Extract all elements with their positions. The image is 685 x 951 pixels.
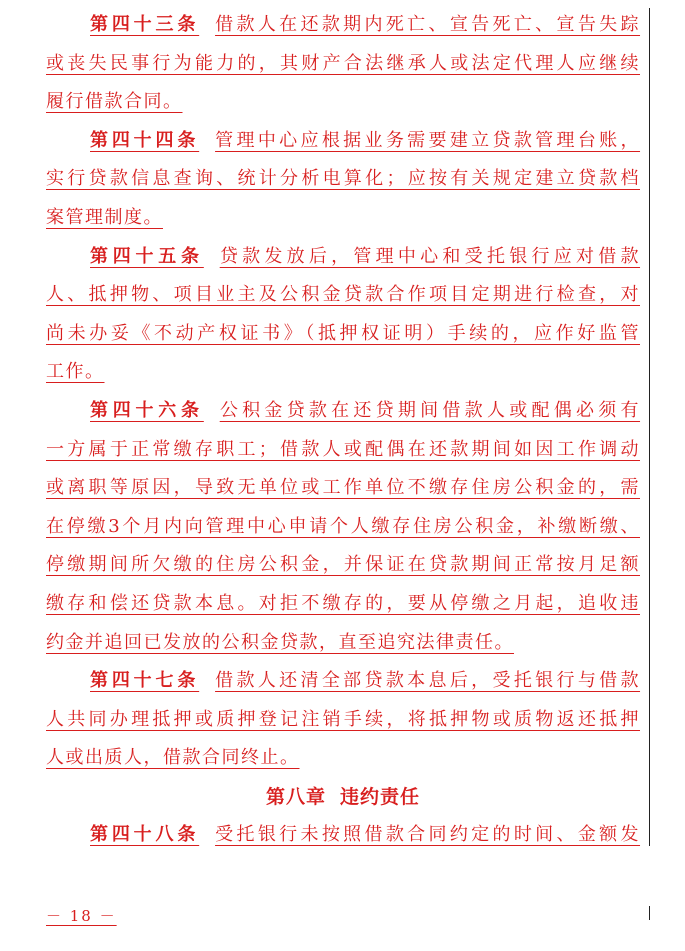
chapter-heading [46, 778, 640, 817]
document-body [46, 6, 640, 855]
article-first-line [46, 6, 640, 45]
article-text: 借款人在还款期内死亡、宣告死亡、宣告失踪 [215, 14, 641, 35]
article-line: 一方属于正常缴存职工；借款人或配偶在还款期间如因工作调动 [46, 438, 640, 460]
article-48 [46, 816, 640, 855]
chapter-number: 第八章 [265, 785, 326, 808]
article-line: 履行借款合同。 [46, 91, 183, 113]
article-47 [46, 662, 640, 778]
chapter-title: 违约责任 [340, 785, 421, 808]
article-number: 第四十六条 [90, 399, 204, 421]
article-text: 贷款发放后，管理中心和受托银行应对借款 [219, 245, 641, 267]
article-first-line [46, 662, 640, 701]
article-46 [46, 392, 640, 662]
article-line: 尚未办妥《不动产权证书》（抵押权证明）手续的，应作好监管 [46, 322, 640, 344]
article-line: 或丧失民事行为能力的，其财产合法继承人或法定代理人应继续 [46, 52, 640, 74]
article-line: 人、抵押物、项目业主及公积金贷款合作项目定期进行检查，对 [46, 284, 640, 306]
article-first-line [46, 238, 640, 277]
article-line: 约金并追回已发放的公积金贷款，直至追究法律责任。 [46, 631, 514, 653]
article-line: 工作。 [46, 361, 105, 383]
article-number: 第四十八条 [90, 824, 200, 846]
article-number: 第四十三条 [90, 14, 200, 35]
margin-rule-footer [649, 906, 650, 920]
article-first-line [46, 816, 640, 855]
article-44 [46, 122, 640, 238]
article-43 [46, 6, 640, 122]
article-line: 人共同办理抵押或质押登记注销手续，将抵押物或质物返还抵押 [46, 708, 640, 730]
article-line: 在停缴3个月内向管理中心申请个人缴存住房公积金，补缴断缴、 [46, 515, 640, 537]
article-text: 借款人还清全部贷款本息后，受托银行与借款 [215, 670, 641, 692]
page-number: － 18 － [46, 907, 117, 925]
article-line: 人或出质人，借款合同终止。 [46, 747, 300, 769]
article-line: 缴存和偿还贷款本息。对拒不缴存的，要从停缴之月起，追收违 [46, 592, 640, 614]
article-first-line [46, 122, 640, 161]
margin-rule [649, 8, 650, 846]
article-line: 停缴期间所欠缴的住房公积金，并保证在贷款期间正常按月足额 [46, 554, 640, 576]
article-number: 第四十七条 [90, 670, 200, 692]
article-line: 案管理制度。 [46, 206, 163, 228]
article-text: 管理中心应根据业务需要建立贷款管理台账， [215, 129, 641, 151]
article-text: 公积金贷款在还贷期间借款人或配偶必须有 [219, 399, 641, 421]
article-number: 第四十五条 [90, 245, 204, 267]
article-line: 或离职等原因，导致无单位或工作单位不缴存住房公积金的，需 [46, 477, 640, 499]
article-45 [46, 238, 640, 392]
article-number: 第四十四条 [90, 129, 200, 151]
article-text: 受托银行未按照借款合同约定的时间、金额发 [215, 824, 641, 846]
article-first-line [46, 392, 640, 431]
article-line: 实行贷款信息查询、统计分析电算化；应按有关规定建立贷款档 [46, 168, 640, 190]
